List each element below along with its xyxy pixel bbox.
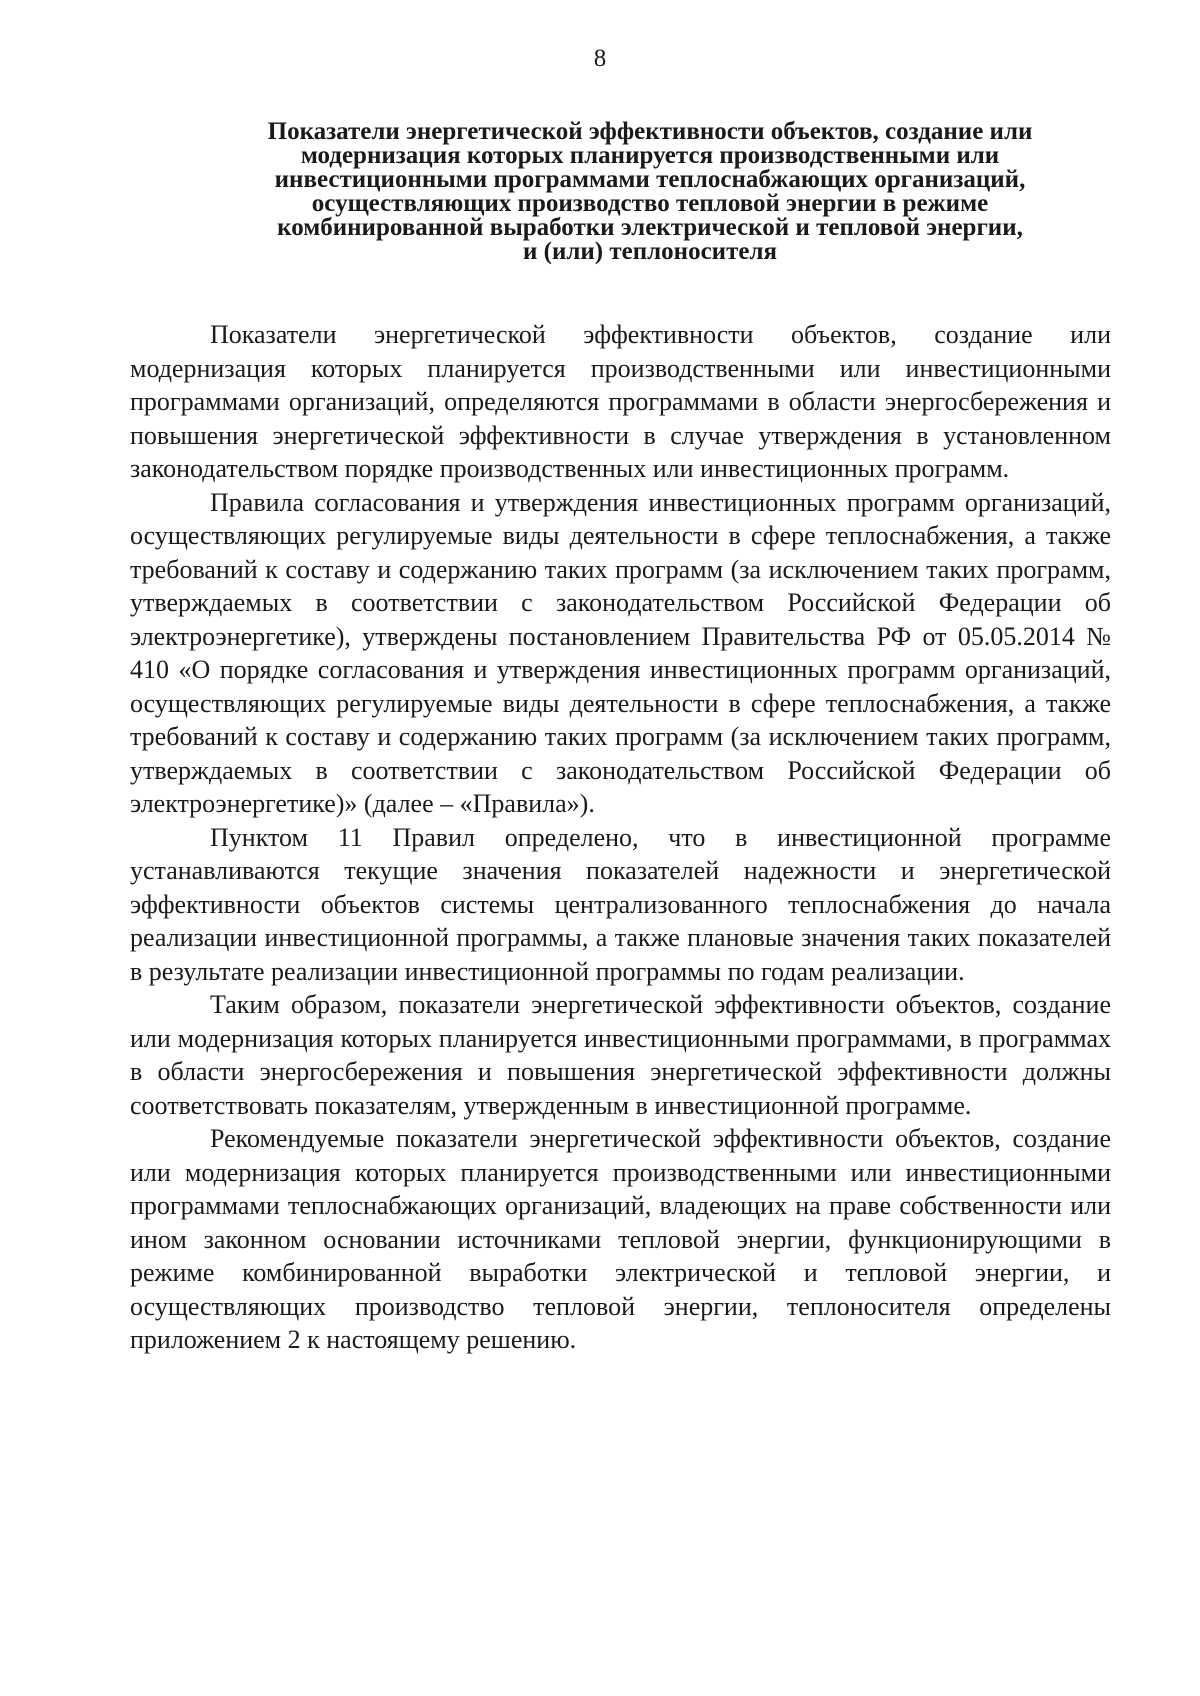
- paragraph: Таким образом, показатели энергетической эффективности объектов, создание или модернизация которых планируется инвестиционными программами, в программах в области энергосбережения и повышения энергетической эффективности должны соответствовать показателям, утвержденным в инвестиционной программе.: [130, 990, 1111, 1120]
- title-line: Показатели энергетической эффективности объектов, создание или: [267, 118, 1033, 145]
- paragraph: Показатели энергетической эффективности объектов, создание или модернизация которых планируется производственными или инвестиционными программами организаций, определяются программами в области энергосбережения и повышения энергетической эффективности в случае утверждения в установленном законодательством порядке производственных или инвестиционных программ.: [130, 320, 1111, 483]
- paragraph: Пунктом 11 Правил определено, что в инвестиционной программе устанавливаются текущие значения показателей надежности и энергетической эффективности объектов системы централизованного теплоснабжения до начала реализации инвестиционной программы, а также плановые значения таких показателей в результате реализации инвестиционной программы по годам реализации.: [130, 822, 1111, 986]
- paragraph: Правила согласования и утверждения инвестиционных программ организаций, осуществляющих регулируемые виды деятельности в сфере теплоснабжения, а также требований к составу и содержанию таких программ (за исключением таких программ, утверждаемых в соответствии с законодательством Российской Федерации об электроэнергетике), утверждены постановлением Правительства РФ от 05.05.2014 № 410 «О порядке согласования и утверждения инвестиционных программ организаций, осуществляющих регулируемые виды деятельности в сфере теплоснабжения, а также требований к составу и содержанию таких программ (за исключением таких программ, утверждаемых в соответствии с законодательством Российской Федерации об электроэнергетике)» (далее – «Правила»).: [130, 487, 1111, 818]
- document-title: [170, 120, 1130, 264]
- title-line: и (или) теплоносителя: [522, 238, 778, 265]
- title-line: осуществляющих производство тепловой энергии в режиме: [311, 190, 989, 217]
- title-line: комбинированной выработки электрической и тепловой энергии,: [277, 214, 1023, 241]
- title-line: инвестиционными программами теплоснабжающих организаций,: [274, 166, 1026, 193]
- page-number: 8: [593, 45, 607, 72]
- paragraph: Рекомендуемые показатели энергетической эффективности объектов, создание или модернизация которых планируется производственными или инвестиционными программами теплоснабжающих организаций, владеющих на праве собственности или ином законном основании источниками тепловой энергии, функционирующими в режиме комбинированной выработки электрической и тепловой энергии, и осуществляющих производство тепловой энергии, теплоносителя определены приложением 2 к настоящему решению.: [130, 1124, 1111, 1354]
- title-line: модернизация которых планируется производственными или: [300, 142, 1000, 169]
- document-body: [130, 318, 1111, 1357]
